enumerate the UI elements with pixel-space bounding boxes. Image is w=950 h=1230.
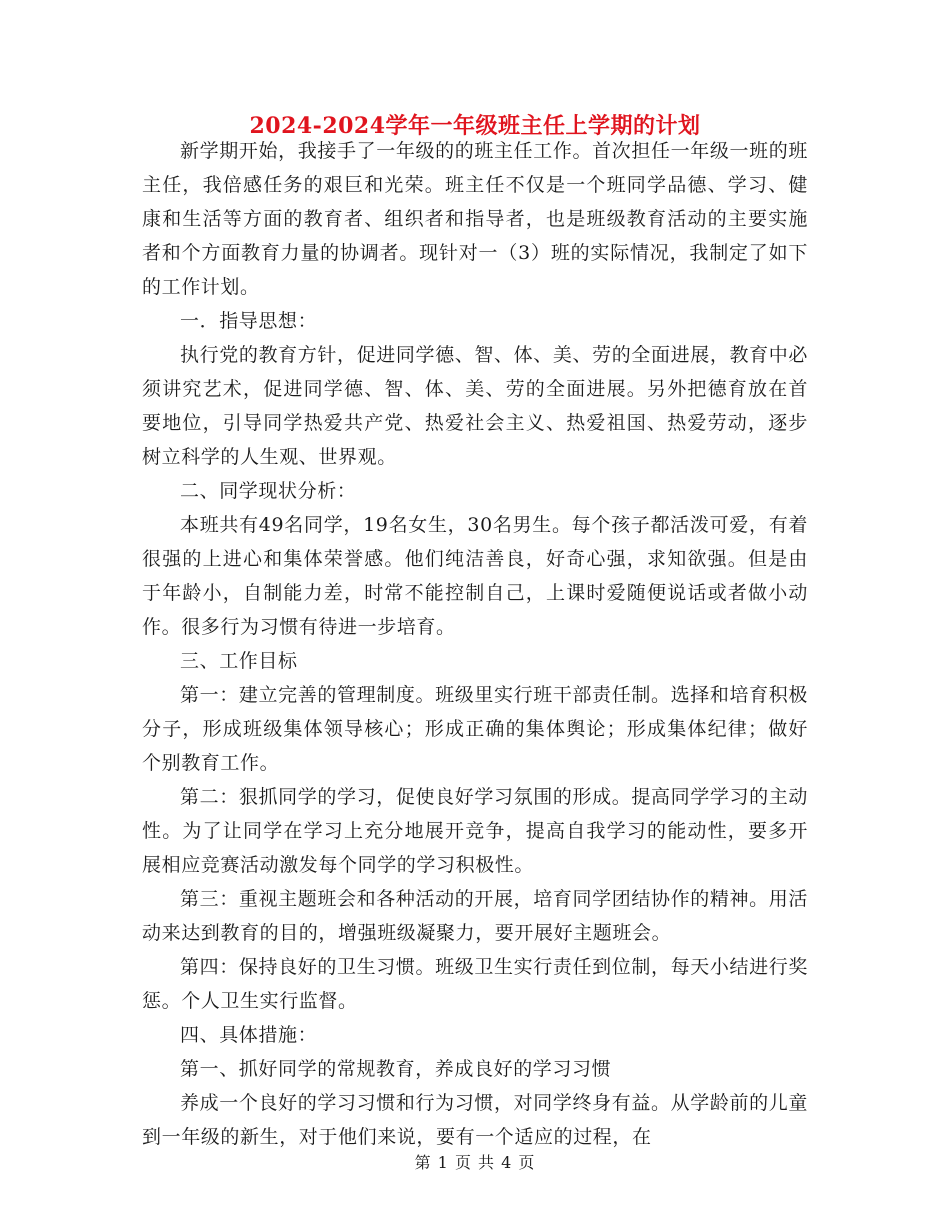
heading-work-goals: 三、工作目标 — [180, 650, 298, 672]
paragraph-student-analysis: 本班共有49名同学，19名女生，30名男生。每个孩子都活泼可爱，有着很强的上进心和集体荣誉感。他们纯洁善良，好奇心强，求知欲强。但是由于年龄小，自制能力差，时常不能控制自己，上课时爱随便说话或者做小动作。很多行为习惯有待进一步培育。 — [142, 514, 808, 638]
document-title: 2024-2024学年一年级班主任上学期的计划 — [249, 113, 701, 139]
paragraph-goal-2: 第二：狠抓同学的学习，促使良好学习氛围的形成。提高同学学习的主动性。为了让同学在学习上充分地展开竞争，提高自我学习的能动性，要多开展相应竞赛活动激发每个同学的学习积极性。 — [142, 786, 808, 876]
paragraph-goal-1: 第一：建立完善的管理制度。班级里实行班干部责任制。选择和培育积极分子，形成班级集体领导核心；形成正确的集体舆论；形成集体纪律；做好个别教育工作。 — [142, 684, 808, 774]
document-body — [142, 134, 808, 1154]
heading-measures: 四、具体措施： — [180, 1024, 318, 1046]
page-footer: 第 1 页 共 4 页 — [414, 1153, 536, 1172]
paragraph-measure-1: 养成一个良好的学习习惯和行为习惯，对同学终身有益。从学龄前的儿童到一年级的新生，对于他们来说，要有一个适应的过程，在 — [142, 1092, 808, 1148]
heading-guiding-thought: 一．指导思想： — [180, 310, 318, 332]
paragraph-intro: 新学期开始，我接手了一年级的的班主任工作。首次担任一年级一班的班主任，我倍感任务的艰巨和光荣。班主任不仅是一个班同学品德、学习、健康和生活等方面的教育者、组织者和指导者，也是班级教育活动的主要实施者和个方面教育力量的协调者。现针对一（3）班的实际情况，我制定了如下的工作计划。 — [142, 140, 808, 298]
paragraph-goal-4: 第四：保持良好的卫生习惯。班级卫生实行责任到位制，每天小结进行奖惩。个人卫生实行监督。 — [142, 956, 808, 1012]
paragraph-guiding-thought: 执行党的教育方针，促进同学德、智、体、美、劳的全面进展，教育中必须讲究艺术，促进同学德、智、体、美、劳的全面进展。另外把德育放在首要地位，引导同学热爱共产党、热爱社会主义、热爱祖国、热爱劳动，逐步树立科学的人生观、世界观。 — [142, 344, 808, 468]
subheading-measure-1: 第一、抓好同学的常规教育，养成良好的学习习惯 — [180, 1058, 612, 1080]
paragraph-goal-3: 第三：重视主题班会和各种活动的开展，培育同学团结协作的精神。用活动来达到教育的目的，增强班级凝聚力，要开展好主题班会。 — [142, 888, 808, 944]
heading-student-analysis: 二、同学现状分析： — [180, 480, 357, 502]
